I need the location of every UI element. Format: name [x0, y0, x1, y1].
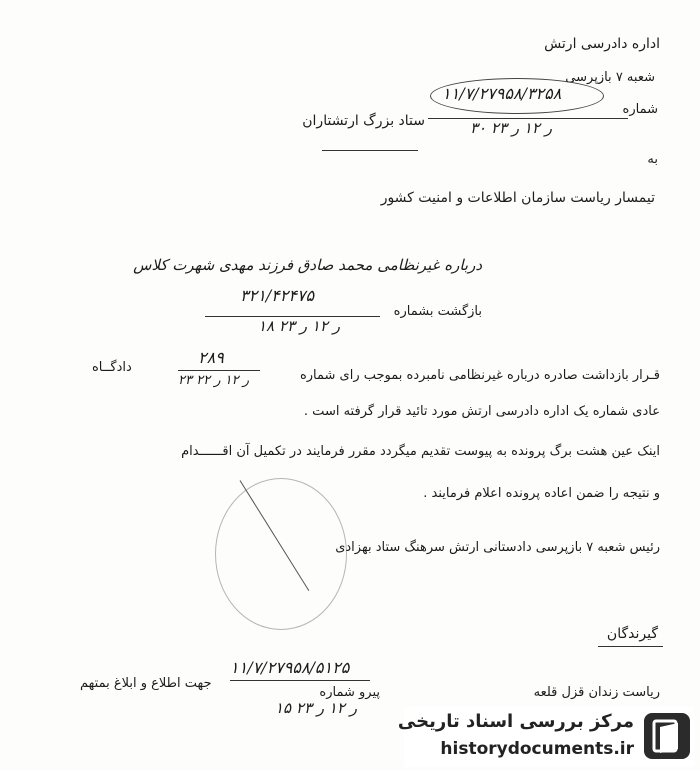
- follow-label: پیرو شماره: [319, 685, 380, 700]
- follow-number: ۱۱/۷/۲۷۹۵۸/۵۱۲۵: [230, 658, 350, 677]
- body-line-3: اینک عین هشت برگ پرونده به پیوست تقدیم میگردد مقرر فرمایند در تکمیل آن اقــــــدام: [181, 444, 660, 459]
- copies-rule: [598, 646, 663, 647]
- number-value: ۱۱/۷/۲۷۹۵۸/۳۲۵۸: [442, 84, 562, 103]
- to-value: تیمسار ریاست سازمان اطلاعات و امنیت کشور: [380, 190, 655, 206]
- body-num-rule: [178, 370, 260, 371]
- archive-logo-icon: [644, 713, 690, 759]
- watermark-title: مرکز بررسی اسناد تاریخی: [397, 711, 634, 732]
- number-label: شماره: [622, 102, 658, 117]
- body-line-2: عادی شماره یک اداره دادرسی ارتش مورد تائید قرار گرفته است .: [303, 404, 660, 419]
- subject-text: درباره غیرنظامی محمد صادق فرزند مهدی شهرت کلاس: [133, 256, 482, 274]
- ref-label: بازگشت بشماره: [393, 304, 482, 319]
- recipient-rule: [322, 150, 418, 151]
- copies-recipient: ریاست زندان قزل قلعه: [533, 685, 660, 700]
- body-line-1: قـرار بازداشت صادره درباره غیرنظامی نامبرده بموجب رای شماره: [299, 368, 660, 383]
- body-line-1-date: ۲۳ ر ۱۲ ر ۲۲: [178, 373, 250, 388]
- watermark: [397, 707, 694, 767]
- body-line-1-end: دادگــاه: [92, 360, 132, 375]
- body-line-4: و نتیجه را ضمن اعاده پرونده اعلام فرمایند .: [423, 486, 660, 501]
- recipient-org: ستاد بزرگ ارتشتاران: [302, 113, 425, 129]
- copies-label: گیرندگان: [606, 626, 658, 642]
- office-seal: [215, 478, 347, 630]
- follow-date: ۱۵ ر ۱۲ ر ۲۳: [275, 699, 357, 717]
- watermark-url: historydocuments.ir: [440, 739, 634, 759]
- ref-date: ۱۸ ر ۱۲ ر ۲۳: [258, 317, 340, 335]
- body-line-1-number: ۲۸۹: [198, 348, 224, 367]
- to-label: به: [647, 152, 658, 167]
- ref-value: ۳۲۱/۴۲۴۷۵: [240, 286, 315, 305]
- follow-rule: [230, 680, 370, 681]
- org-name: اداره دادرسی ارتش: [544, 36, 660, 52]
- follow-text: جهت اطلاع و ابلاغ بمتهم: [80, 676, 212, 691]
- department-name: شعبه ۷ بازپرسی: [565, 70, 655, 85]
- signature-line: رئیس شعبه ۷ بازپرسی دادستانی ارتش سرهنگ ستاد بهزادی: [335, 540, 660, 555]
- number-date: ۳۰ ر ۱۲ ر ۲۳: [470, 119, 552, 137]
